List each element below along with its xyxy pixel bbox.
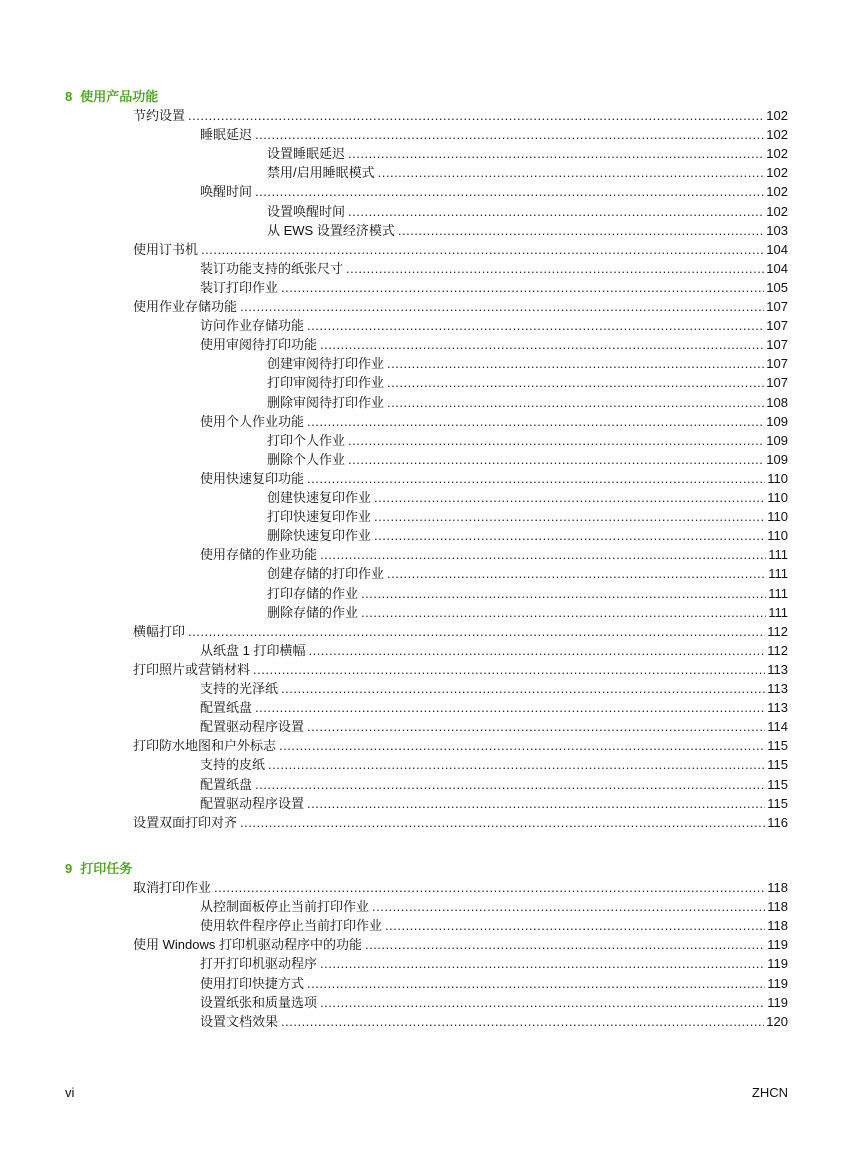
dot-leader	[253, 660, 765, 679]
toc-entry-page: 107	[766, 356, 788, 372]
toc-entry-title: 使用个人作业功能	[200, 413, 305, 429]
toc-entry[interactable]	[267, 354, 788, 373]
toc-entry-title: 打印审阅待打印作业	[267, 375, 385, 391]
dot-leader	[307, 469, 765, 488]
toc-entry-page: 111	[768, 585, 788, 601]
toc-entry-title: 使用审阅待打印功能	[200, 337, 318, 353]
toc-entry[interactable]	[267, 450, 788, 469]
toc-entry[interactable]	[200, 755, 788, 774]
toc-entry-title: 支持的皮纸	[200, 757, 266, 773]
footer-page-number: vi	[65, 1085, 75, 1100]
toc-entry-title: 装订打印作业	[200, 279, 279, 295]
toc-entry-title: 使用软件程序停止当前打印作业	[200, 918, 383, 934]
toc-entry[interactable]	[267, 603, 788, 622]
toc-entry[interactable]	[200, 974, 788, 993]
toc-entry[interactable]	[267, 221, 788, 240]
toc-entry[interactable]	[133, 297, 788, 316]
toc-entry-title: 禁用/启用睡眠模式	[267, 165, 375, 181]
toc-entry-page: 108	[766, 394, 788, 410]
dot-leader	[348, 431, 764, 450]
toc-entry[interactable]	[200, 259, 788, 278]
toc-entry[interactable]	[200, 954, 788, 973]
toc-entry[interactable]	[133, 813, 788, 832]
toc-entry-title: 配置驱动程序设置	[200, 795, 305, 811]
dot-leader	[320, 335, 764, 354]
toc-entry[interactable]	[133, 935, 788, 954]
toc-entry[interactable]	[200, 775, 788, 794]
dot-leader	[387, 373, 764, 392]
toc-entry-page: 110	[767, 528, 788, 544]
toc-entry-title: 从纸盘 1 打印横幅	[200, 642, 306, 658]
toc-entry[interactable]	[267, 526, 788, 545]
toc-entry-title: 删除个人作业	[267, 451, 346, 467]
toc-entry-title: 节约设置	[133, 108, 186, 123]
toc-entry-title: 创建存储的打印作业	[267, 566, 385, 582]
toc-entry[interactable]	[133, 878, 788, 897]
toc-entry-page: 104	[766, 241, 788, 257]
dot-leader	[255, 775, 765, 794]
toc-entry-page: 111	[768, 604, 788, 620]
chapter-number: 9	[65, 861, 73, 876]
toc-entry[interactable]	[267, 202, 788, 221]
toc-entry[interactable]	[267, 488, 788, 507]
toc-entry-title: 使用存储的作业功能	[200, 547, 318, 563]
toc-entry[interactable]	[267, 564, 788, 583]
toc-entry-page: 109	[766, 432, 788, 448]
toc-entry[interactable]	[200, 641, 788, 660]
toc-entry[interactable]	[200, 278, 788, 297]
dot-leader	[307, 316, 764, 335]
toc-entry[interactable]	[267, 144, 788, 163]
toc-entry-page: 102	[766, 146, 788, 162]
dot-leader	[320, 545, 766, 564]
toc-entry-page: 107	[766, 299, 788, 314]
toc-entry-title: 从 EWS 设置经济模式	[267, 222, 395, 238]
toc-entry-title: 打印照片或营销材料	[133, 661, 251, 677]
dot-leader	[188, 622, 765, 641]
toc-entry[interactable]	[133, 736, 788, 755]
toc-entry-page: 107	[766, 318, 788, 334]
toc-entry-page: 109	[766, 413, 788, 429]
dot-leader	[240, 813, 765, 832]
toc-entry[interactable]	[267, 373, 788, 392]
toc-entry[interactable]	[200, 916, 788, 935]
dot-leader	[307, 974, 765, 993]
toc-entry-title: 取消打印作业	[133, 880, 212, 895]
toc-entry-title: 配置纸盘	[200, 776, 253, 792]
toc-entry-title: 设置纸张和质量选项	[200, 994, 318, 1010]
toc-entry[interactable]	[200, 316, 788, 335]
dot-leader	[398, 221, 764, 240]
chapter-heading[interactable]	[65, 88, 158, 106]
toc-entry-title: 横幅打印	[133, 623, 186, 639]
dot-leader	[201, 240, 764, 259]
toc-entry-title: 使用快速复印功能	[200, 470, 305, 486]
dot-leader	[361, 584, 766, 603]
dot-leader	[346, 259, 764, 278]
dot-leader	[279, 736, 765, 755]
toc-entry-page: 113	[767, 661, 788, 677]
toc-entry-title: 使用作业存储功能	[133, 299, 238, 314]
toc-entry[interactable]	[200, 412, 788, 431]
toc-entry-title: 设置双面打印对齐	[133, 814, 238, 830]
toc-entry-page: 102	[766, 127, 788, 143]
toc-entry-title: 配置纸盘	[200, 700, 253, 716]
toc-entry[interactable]	[200, 182, 788, 201]
dot-leader	[188, 106, 764, 125]
toc-entry-page: 115	[767, 795, 788, 811]
toc-entry-title: 删除审阅待打印作业	[267, 394, 385, 410]
toc-entry[interactable]	[200, 545, 788, 564]
dot-leader	[374, 488, 765, 507]
dot-leader	[281, 1012, 764, 1031]
toc-entry-title: 删除快速复印作业	[267, 528, 372, 544]
toc-entry[interactable]	[133, 660, 788, 679]
toc-entry-title: 睡眠延迟	[200, 127, 253, 143]
toc-entry-title: 访问作业存储功能	[200, 318, 305, 334]
toc-entry-page: 102	[766, 203, 788, 219]
dot-leader	[255, 698, 765, 717]
toc-entry-page: 102	[766, 108, 788, 123]
toc-entry-page: 119	[767, 937, 788, 953]
toc-entry[interactable]	[200, 698, 788, 717]
dot-leader	[255, 125, 764, 144]
dot-leader	[385, 916, 765, 935]
dot-leader	[320, 993, 765, 1012]
toc-entry-page: 112	[767, 623, 788, 639]
dot-leader	[268, 755, 765, 774]
toc-entry-page: 115	[767, 776, 788, 792]
chapter-title: 使用产品功能	[80, 89, 159, 104]
dot-leader	[281, 278, 764, 297]
dot-leader	[348, 450, 764, 469]
toc-entry-page: 107	[766, 375, 788, 391]
toc-entry-title: 使用 Windows 打印机驱动程序中的功能	[133, 937, 362, 953]
toc-entry-page: 104	[766, 260, 788, 276]
chapter-number: 8	[65, 89, 73, 104]
dot-leader	[365, 935, 765, 954]
dot-leader	[361, 603, 766, 622]
toc-entry[interactable]	[267, 431, 788, 450]
toc-entry-title: 打印个人作业	[267, 432, 346, 448]
dot-leader	[374, 507, 765, 526]
toc-entry-title: 设置唤醒时间	[267, 203, 346, 219]
toc-entry-page: 119	[767, 994, 788, 1010]
toc-entry-page: 102	[766, 165, 788, 181]
toc-entry-page: 118	[767, 899, 788, 915]
toc-entry[interactable]	[200, 717, 788, 736]
toc-entry-page: 112	[767, 642, 788, 658]
dot-leader	[372, 897, 765, 916]
toc-entry-title: 打印防水地图和户外标志	[133, 738, 277, 754]
toc-entry-page: 111	[768, 547, 788, 563]
dot-leader	[255, 182, 764, 201]
toc-entry-page: 105	[766, 279, 788, 295]
toc-entry[interactable]	[200, 125, 788, 144]
dot-leader	[348, 144, 764, 163]
dot-leader	[387, 354, 764, 373]
toc-entry-page: 118	[767, 880, 788, 895]
toc-entry-title: 创建审阅待打印作业	[267, 356, 385, 372]
toc-entry-page: 110	[767, 490, 788, 505]
toc-entry-page: 118	[767, 918, 788, 934]
dot-leader	[240, 297, 764, 316]
dot-leader	[308, 641, 765, 660]
toc-entry[interactable]	[200, 1012, 788, 1031]
toc-entry-page: 116	[767, 814, 788, 830]
toc-entry[interactable]	[267, 163, 788, 182]
toc-entry-title: 使用订书机	[133, 241, 199, 257]
toc-entry[interactable]	[133, 106, 788, 125]
dot-leader	[320, 954, 765, 973]
toc-entry-title: 支持的光泽纸	[200, 681, 279, 696]
dot-leader	[378, 163, 765, 182]
toc-entry-title: 打开打印机驱动程序	[200, 956, 318, 972]
footer-language-code: ZHCN	[751, 1085, 788, 1100]
toc-entry-page: 110	[767, 470, 788, 486]
toc-entry-title: 创建快速复印作业	[267, 490, 372, 505]
dot-leader	[374, 526, 765, 545]
toc-entry-title: 装订功能支持的纸张尺寸	[200, 260, 344, 276]
toc-entry[interactable]	[200, 993, 788, 1012]
chapter-heading[interactable]	[65, 860, 132, 878]
toc-entry-title: 打印快速复印作业	[267, 509, 372, 525]
dot-leader	[307, 717, 765, 736]
chapter-title: 打印任务	[80, 861, 133, 876]
toc-entry-title: 唤醒时间	[200, 184, 253, 200]
dot-leader	[307, 794, 765, 813]
toc-entry[interactable]	[267, 584, 788, 603]
toc-entry[interactable]	[200, 335, 788, 354]
toc-entry-page: 113	[767, 700, 788, 716]
toc-entry-page: 102	[766, 184, 788, 200]
toc-entry-title: 配置驱动程序设置	[200, 719, 305, 735]
toc-entry-page: 120	[766, 1013, 788, 1029]
toc-entry-page: 109	[766, 451, 788, 467]
toc-entry-title: 从控制面板停止当前打印作业	[200, 899, 370, 915]
toc-entry-page: 103	[766, 222, 788, 238]
toc-entry-title: 打印存储的作业	[267, 585, 359, 601]
dot-leader	[348, 202, 764, 221]
toc-entry-page: 107	[766, 337, 788, 353]
toc-entry[interactable]	[133, 240, 788, 259]
toc-entry[interactable]	[267, 507, 788, 526]
toc-entry-page: 115	[767, 738, 788, 754]
toc-entry[interactable]	[200, 469, 788, 488]
dot-leader	[307, 412, 764, 431]
toc-entry-page: 119	[767, 975, 788, 991]
toc-entry-title: 设置睡眠延迟	[267, 146, 346, 162]
toc-entry-page: 110	[767, 509, 788, 525]
toc-entry-page: 114	[767, 719, 788, 735]
toc-entry-title: 设置文档效果	[200, 1013, 279, 1029]
toc-entry[interactable]	[200, 897, 788, 916]
dot-leader	[281, 679, 765, 698]
dot-leader	[214, 878, 765, 897]
toc-entry[interactable]	[267, 393, 788, 412]
toc-entry-page: 119	[767, 956, 788, 972]
toc-entry-page: 111	[768, 566, 788, 582]
toc-entry[interactable]	[200, 679, 788, 698]
toc-entry-page: 113	[767, 681, 788, 696]
dot-leader	[387, 564, 766, 583]
toc-entry-title: 使用打印快捷方式	[200, 975, 305, 991]
toc-entry-page: 115	[767, 757, 788, 773]
toc-entry[interactable]	[200, 794, 788, 813]
toc-entry-title: 删除存储的作业	[267, 604, 359, 620]
toc-entry[interactable]	[133, 622, 788, 641]
dot-leader	[387, 393, 764, 412]
